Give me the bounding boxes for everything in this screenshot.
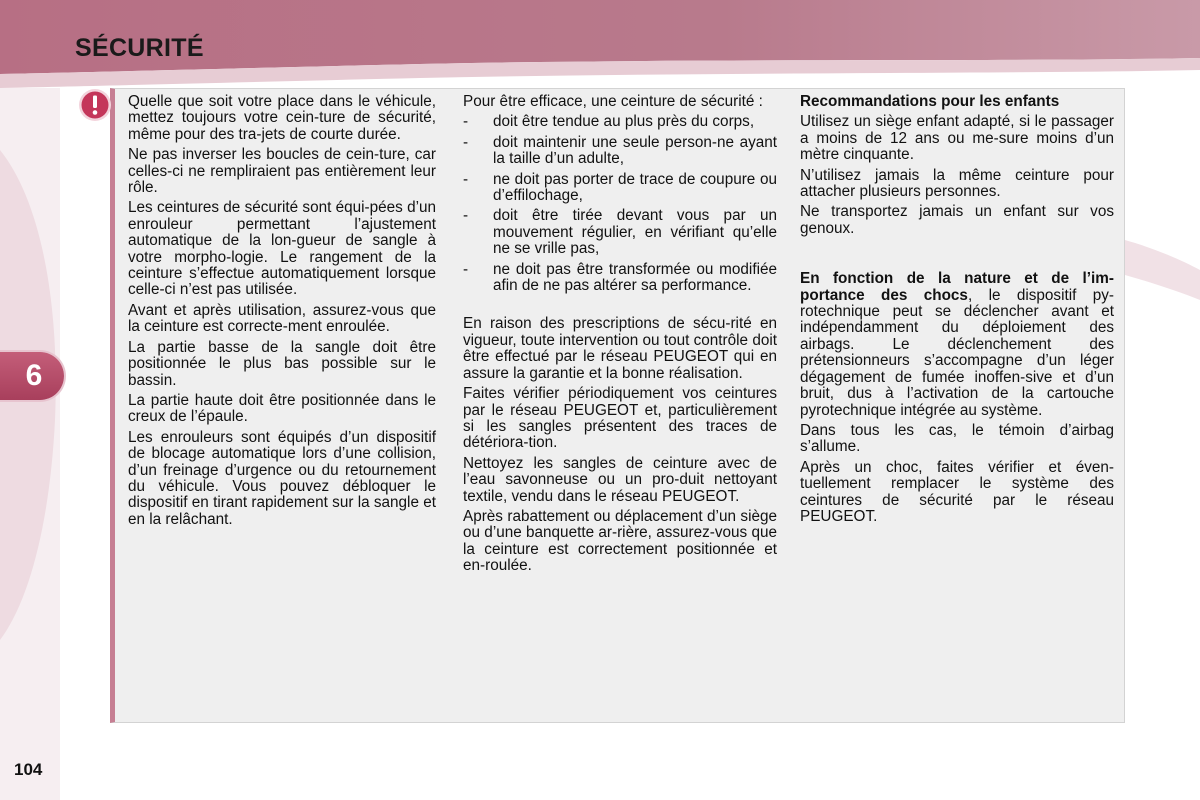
- paragraph: Dans tous les cas, le témoin d’airbag s’allume.: [800, 421, 1114, 456]
- paragraph: Après rabattement ou déplacement d’un siège ou d’une banquette ar-rière, assurez-vous que la ceinture est correctement positionnée et en-roulée.: [463, 507, 777, 575]
- paragraph: La partie basse de la sangle doit être positionnée le plus bas possible sur le bassin.: [128, 338, 436, 389]
- exclamation-warning-icon: [78, 88, 112, 122]
- list-item: - ne doit pas porter de trace de coupure ou d’effilochage,: [463, 172, 777, 205]
- list-item: - doit maintenir une seule person-ne ayant la taille d’un adulte,: [463, 135, 777, 168]
- paragraph: Les ceintures de sécurité sont équi-pées d’un enrouleur permettant l’ajustement automatique de la lon-gueur de sangle à votre morpho-logie. Le rangement de la ceinture s’effectue automatiquement lorsque celle-ci n’est pas utilisée.: [128, 199, 436, 299]
- airbag-text: , le dispositif py-rotechnique peut se déclencher avant et indépendamment du déploiement des airbags. Le déclenchement des prétensionneurs s’accompagne d’un léger dégagement de fumée inoffen-sive et d’un bruit, dus à l’activation de la cartouche pyrotechnique intégrée au système.: [800, 286, 1115, 419]
- paragraph: Utilisez un siège enfant adapté, si le passager a moins de 12 ans ou me-sure moins d’un mètre cinquante.: [800, 113, 1114, 164]
- requirements-list: [463, 114, 777, 294]
- airbag-lead: En fonction de la nature et de l’im-portance des chocs: [800, 270, 1114, 304]
- list-item: - doit être tirée devant vous par un mouvement régulier, en vérifiant qu’elle ne se vrille pas,: [463, 208, 777, 257]
- spacer: [800, 241, 1114, 271]
- column-belt-usage: [128, 94, 436, 532]
- paragraph: La partie haute doit être positionnée dans le creux de l’épaule.: [128, 391, 436, 426]
- chapter-number: 6: [25, 359, 43, 392]
- paragraph: En raison des prescriptions de sécu-rité en vigueur, toute intervention ou tout contrôle doit être effectué par le réseau PEUGEOT qui en assure la garantie et la bonne réalisation.: [463, 315, 777, 382]
- page-title: SÉCURITÉ: [75, 34, 204, 62]
- paragraph: Ne transportez jamais un enfant sur vos genoux.: [800, 203, 1114, 237]
- paragraph: Faites vérifier périodiquement vos ceintures par le réseau PEUGEOT et, particulièrement si les sangles présentent des traces de détériora-tion.: [463, 385, 777, 452]
- paragraph: Nettoyez les sangles de ceinture avec de l’eau savonneuse ou un pro-duit nettoyant textile, vendu dans le réseau PEUGEOT.: [463, 454, 777, 505]
- paragraph: Après un choc, faites vérifier et éven-tuellement remplacer le système des ceintures de sécurité par le réseau PEUGEOT.: [800, 458, 1114, 525]
- airbag-paragraph: [800, 271, 1114, 419]
- paragraph: Ne pas inverser les boucles de cein-ture, car celles-ci ne rempliraient pas entièrement leur rôle.: [128, 146, 436, 197]
- paragraph: Les enrouleurs sont équipés d’un dispositif de blocage automatique lors d’une collision, d’un freinage d’urgence ou du retournement du véhicule. Vous pouvez débloquer le dispositif en tirant rapidement sur la sangle et en la relâchant.: [128, 428, 436, 528]
- spacer: [463, 298, 777, 316]
- list-item: - ne doit pas être transformée ou modifiée afin de ne pas altérer sa performance.: [463, 262, 777, 295]
- list-intro: Pour être efficace, une ceinture de sécurité :: [463, 93, 763, 110]
- chapter-tab[interactable]: [0, 352, 64, 400]
- paragraph: N’utilisez jamais la même ceinture pour attacher plusieurs personnes.: [800, 166, 1114, 201]
- list-item: - doit être tendue au plus près du corps,: [463, 114, 777, 130]
- paragraph: Avant et après utilisation, assurez-vous que la ceinture est correcte-ment enroulée.: [128, 301, 436, 336]
- page-number: 104: [14, 760, 43, 779]
- column-belt-requirements: [463, 94, 777, 579]
- paragraph: Quelle que soit votre place dans le véhicule, mettez toujours votre cein-ture de sécurité, même pour des tra-jets de courte durée.: [128, 93, 436, 143]
- section-heading: Recommandations pour les enfants: [800, 93, 1060, 110]
- column-children: [800, 94, 1114, 529]
